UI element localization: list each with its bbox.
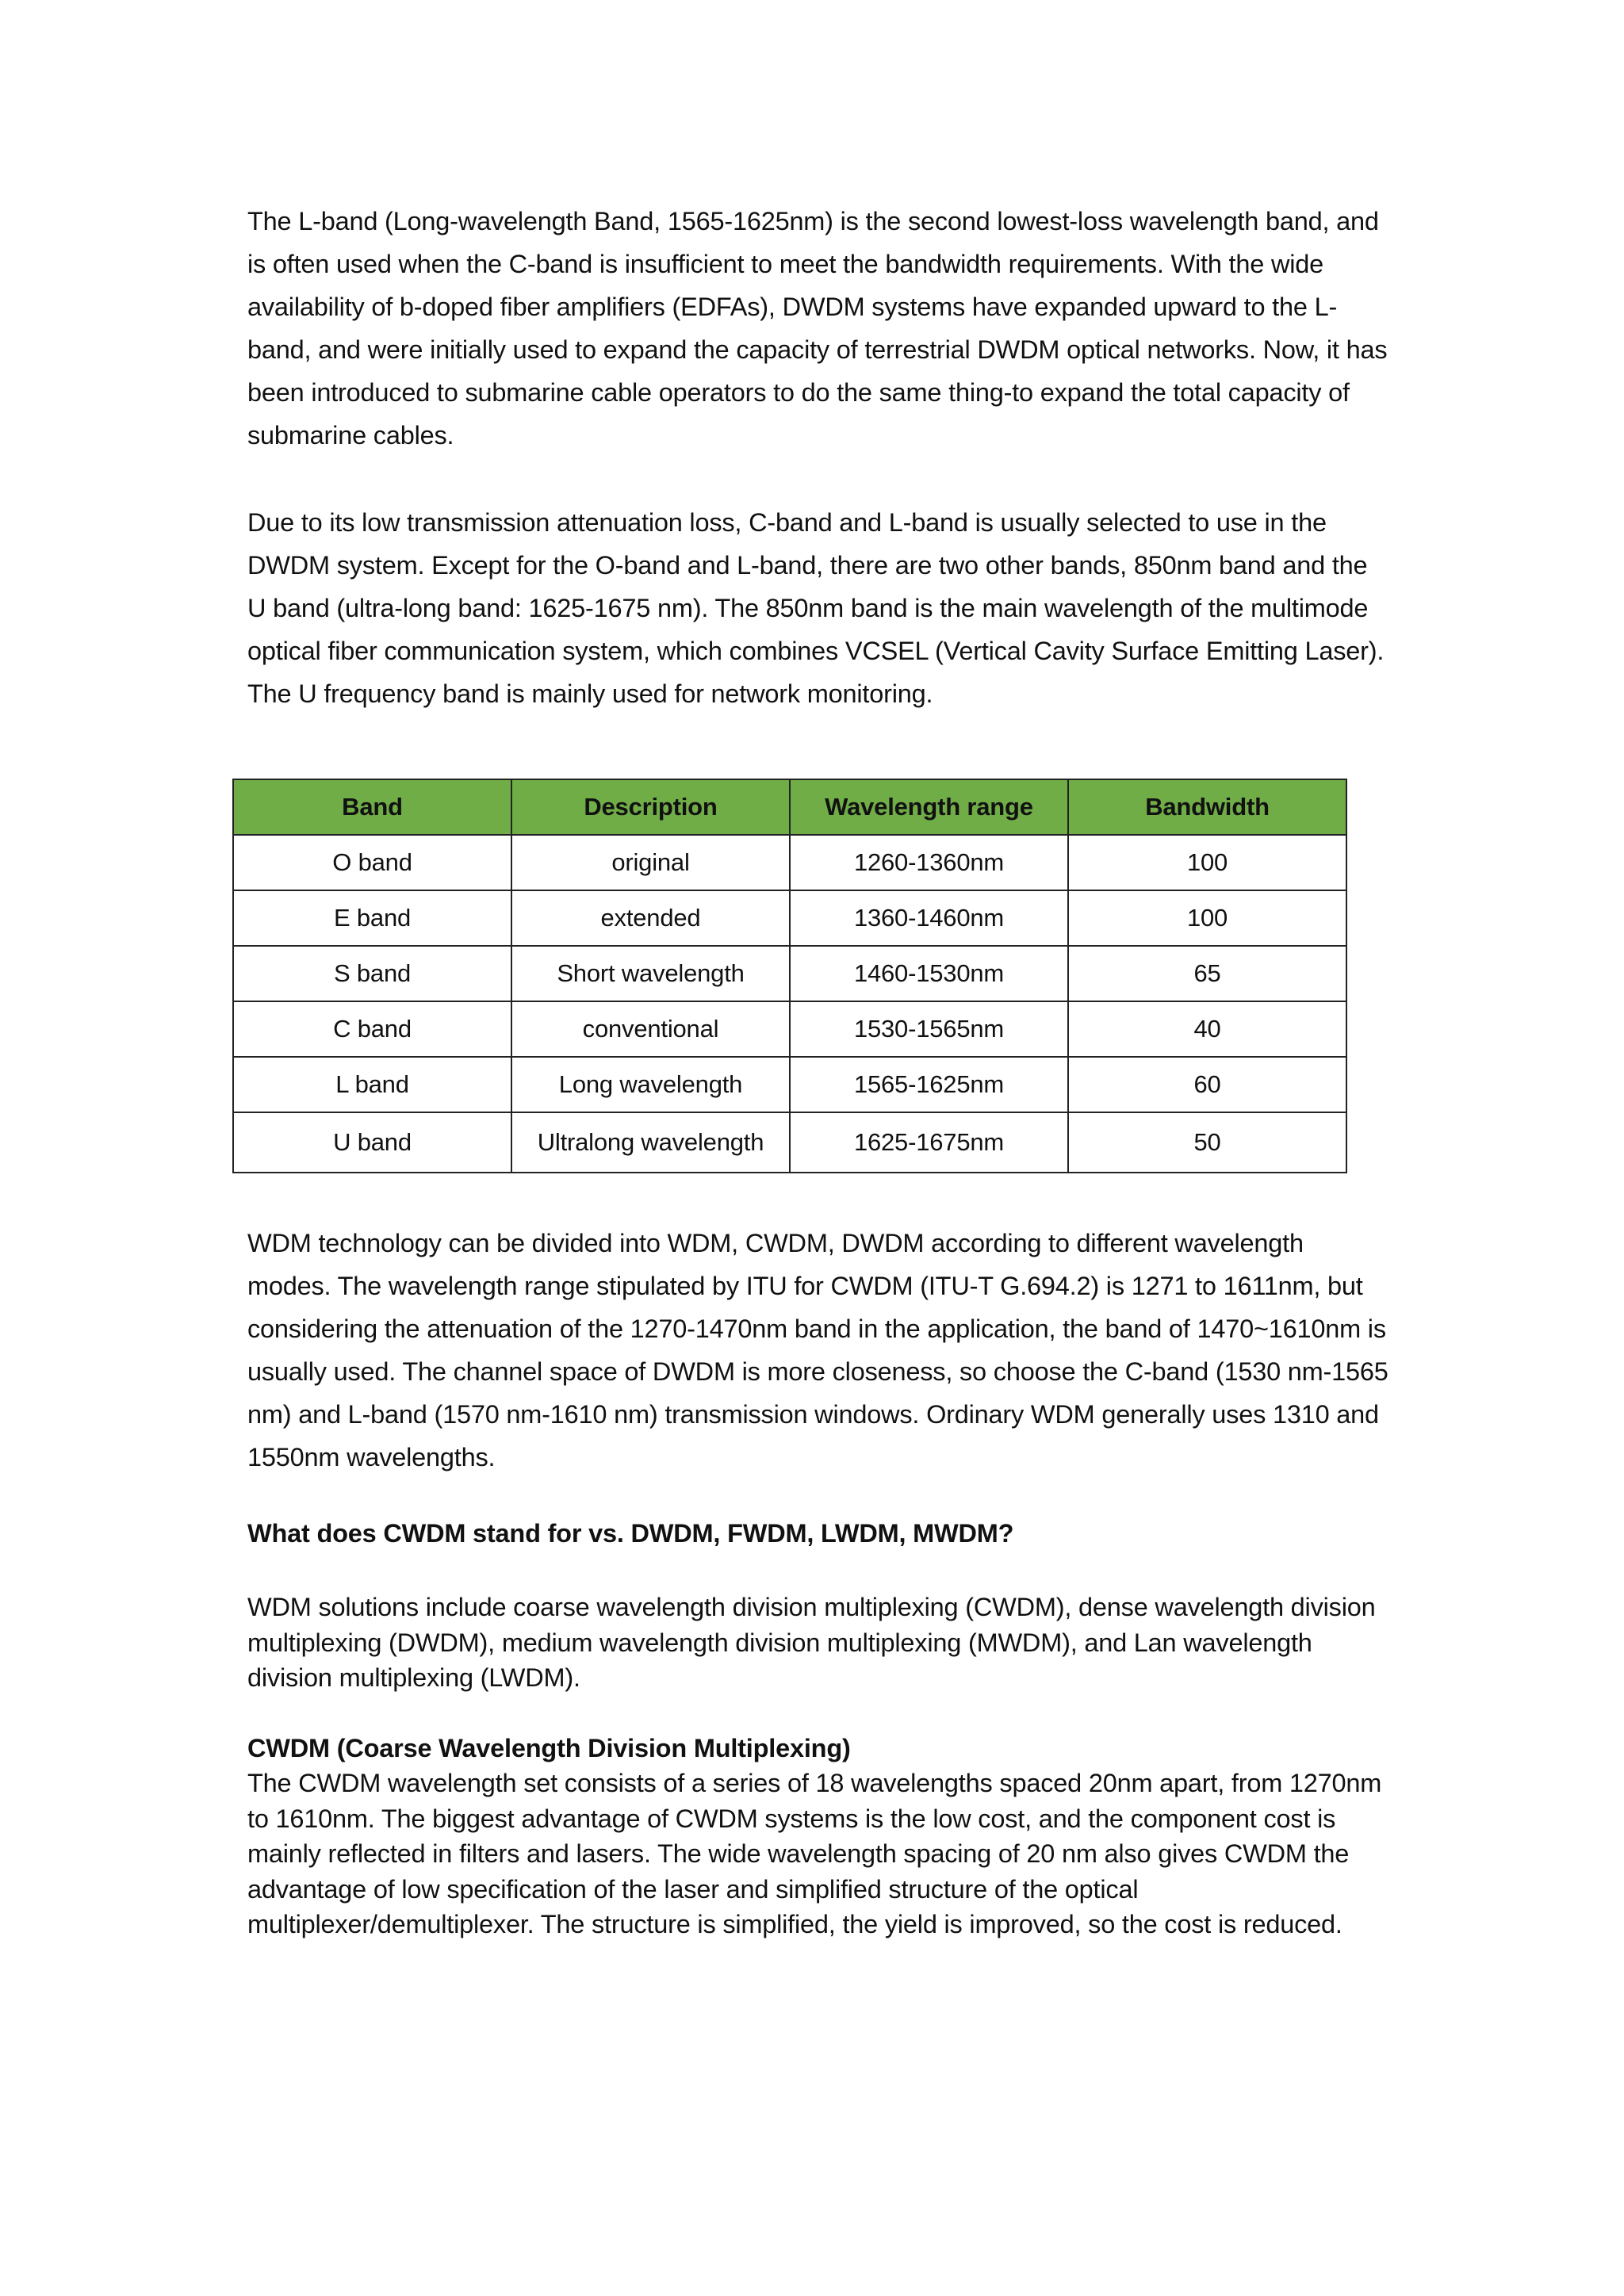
section-heading-wdm-comparison: What does CWDM stand for vs. DWDM, FWDM, LWDM, MWDM? — [247, 1519, 1014, 1548]
cell-description: conventional — [511, 1001, 790, 1057]
section-heading-cwdm: CWDM (Coarse Wavelength Division Multiplexing) — [247, 1734, 851, 1762]
cell-bandwidth: 100 — [1068, 890, 1346, 946]
paragraph-wdm-technology: WDM technology can be divided into WDM, CWDM, DWDM according to different wavelength modes. The wavelength range stipulated by ITU for CWDM (ITU-T G.694.2) is 1271 to 1611nm, but considering the attenuation of the 1270-1470nm band in the application, the band of 1470~1610nm is usually used. The channel space of DWDM is more closeness, so choose the C-band (1530 nm-1565 nm) and L-band (1570 nm-1610 nm) transmission windows. Ordinary WDM generally uses 1310 and 1550nm wavelengths. — [247, 1229, 1388, 1471]
cell-description: Short wavelength — [511, 946, 790, 1001]
paragraph-wdm-solutions: WDM solutions include coarse wavelength division multiplexing (CWDM), dense wavelength division multiplexing (DWDM), medium wavelength division multiplexing (MWDM), and Lan wavelength division multiplexing (LWDM). — [247, 1593, 1376, 1692]
cell-bandwidth: 40 — [1068, 1001, 1346, 1057]
table-row — [233, 1112, 1346, 1173]
table-row — [233, 835, 1346, 890]
cell-description: Ultralong wavelength — [511, 1112, 790, 1173]
column-header-bandwidth: Bandwidth — [1068, 779, 1346, 835]
band-table — [232, 779, 1347, 1173]
paragraph-cwdm-description: The CWDM wavelength set consists of a series of 18 wavelengths spaced 20nm apart, from 1270nm to 1610nm. The biggest advantage of CWDM systems is the low cost, and the component cost is mainly reflected in filters and lasers. The wide wavelength spacing of 20 nm also gives CWDM the advantage of low specification of the laser and simplified structure of the optical multiplexer/demultiplexer. The structure is simplified, the yield is improved, so the cost is reduced. — [247, 1769, 1382, 1938]
column-header-description: Description — [511, 779, 790, 835]
cell-description: extended — [511, 890, 790, 946]
cell-band: O band — [233, 835, 511, 890]
cell-band: C band — [233, 1001, 511, 1057]
cell-wavelength-range: 1565-1625nm — [790, 1057, 1068, 1112]
table-row — [233, 1057, 1346, 1112]
cell-bandwidth: 60 — [1068, 1057, 1346, 1112]
cell-description: original — [511, 835, 790, 890]
cell-wavelength-range: 1360-1460nm — [790, 890, 1068, 946]
band-table-header-row — [233, 779, 1346, 835]
cell-description: Long wavelength — [511, 1057, 790, 1112]
paragraph-l-band: The L-band (Long-wavelength Band, 1565-1625nm) is the second lowest-loss wavelength band, and is often used when the C-band is insufficient to meet the bandwidth requirements. With the wide availability of b-doped fiber amplifiers (EDFAs), DWDM systems have expanded upward to the L-band, and were initially used to expand the capacity of terrestrial DWDM optical networks. Now, it has been introduced to submarine cable operators to do the same thing-to expand the total capacity of submarine cables. — [247, 207, 1388, 450]
cell-wavelength-range: 1530-1565nm — [790, 1001, 1068, 1057]
table-row — [233, 1001, 1346, 1057]
cell-bandwidth: 50 — [1068, 1112, 1346, 1173]
cell-bandwidth: 65 — [1068, 946, 1346, 1001]
cell-wavelength-range: 1460-1530nm — [790, 946, 1068, 1001]
paragraph-band-selection: Due to its low transmission attenuation loss, C-band and L-band is usually selected to use in the DWDM system. Except for the O-band and L-band, there are two other bands, 850nm band and the U band (ultra-long band: 1625-1675 nm). The 850nm band is the main wavelength of the multimode optical fiber communication system, which combines VCSEL (Vertical Cavity Surface Emitting Laser). The U frequency band is mainly used for network monitoring. — [247, 508, 1385, 708]
cell-wavelength-range: 1260-1360nm — [790, 835, 1068, 890]
column-header-band: Band — [233, 779, 511, 835]
cell-bandwidth: 100 — [1068, 835, 1346, 890]
cell-wavelength-range: 1625-1675nm — [790, 1112, 1068, 1173]
cell-band: U band — [233, 1112, 511, 1173]
table-row — [233, 890, 1346, 946]
table-row — [233, 946, 1346, 1001]
cell-band: E band — [233, 890, 511, 946]
cell-band: L band — [233, 1057, 511, 1112]
column-header-wavelength-range: Wavelength range — [790, 779, 1068, 835]
cell-band: S band — [233, 946, 511, 1001]
